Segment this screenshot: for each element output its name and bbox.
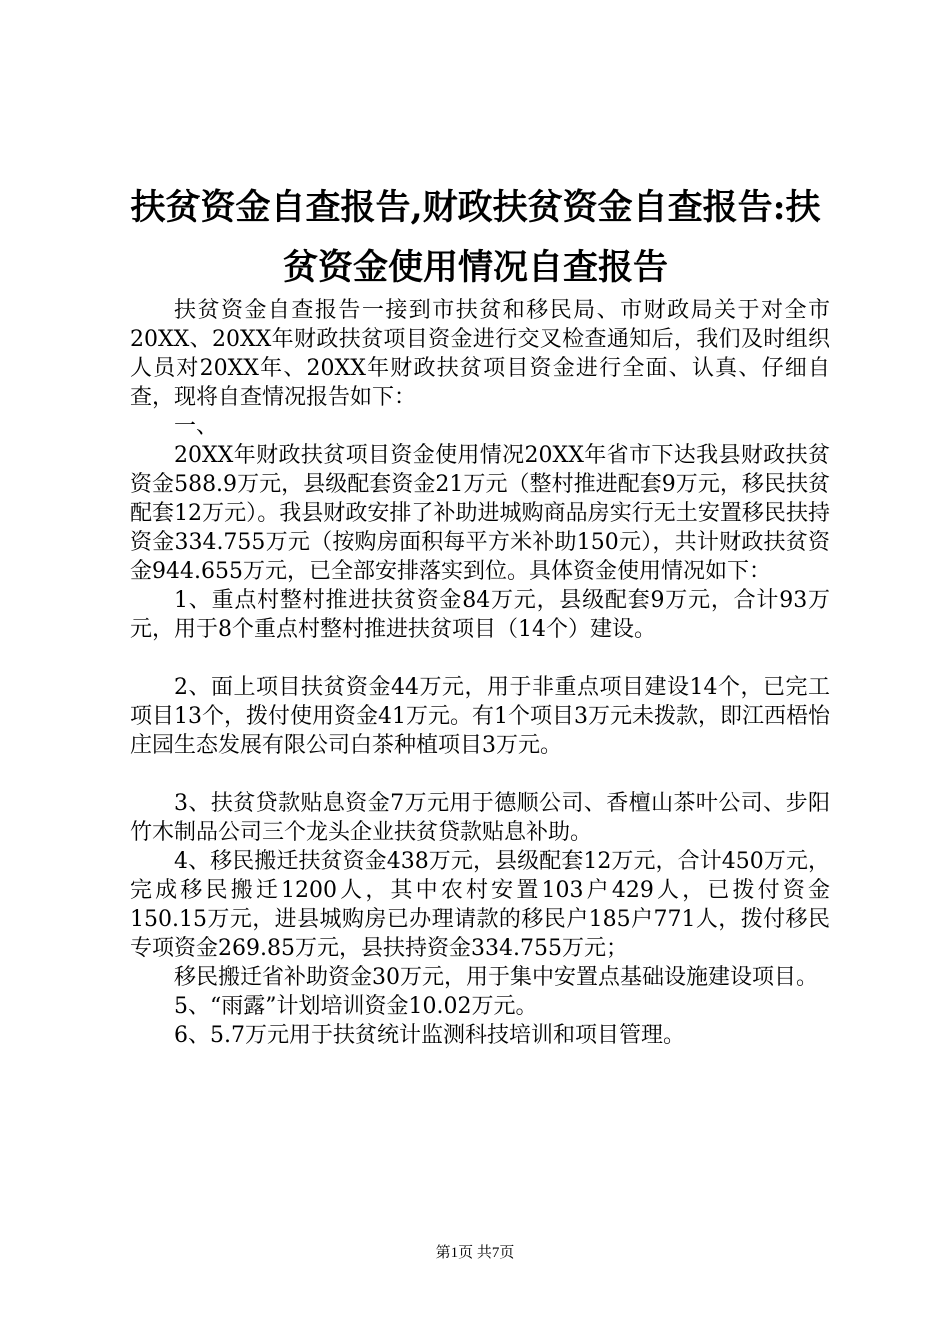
paragraph-item-3: 3、扶贫贷款贴息资金7万元用于德顺公司、香檀山茶叶公司、步阳竹木制品公司三个龙头企业扶贫贷款贴息补助。 (130, 791, 830, 845)
document-body (130, 296, 830, 1050)
paragraph-item-4-supplement: 移民搬迁省补助资金30万元，用于集中安置点基础设施建设项目。 (174, 965, 818, 990)
paragraph-item-2: 2、面上项目扶贫资金44万元，用于非重点项目建设14个，已完工项目13个，拨付使用资金41万元。有1个项目3万元未拨款，即江西梧怡庄园生态发展有限公司白茶种植项目3万元。 (130, 675, 830, 758)
paragraph-section-one: 一、 (174, 414, 219, 439)
paragraph-intro: 扶贫资金自查报告一接到市扶贫和移民局、市财政局关于对全市20XX、20XX年财政扶贫项目资金进行交叉检查通知后，我们及时组织人员对20XX年、20XX年财政扶贫项目资金进行全面、认真、仔细自查，现将自查情况报告如下： (130, 298, 830, 410)
paragraph-item-6: 6、5.7万元用于扶贫统计监测科技培训和项目管理。 (174, 1023, 685, 1048)
paragraph-item-5: 5、“雨露”计划培训资金10.02万元。 (174, 994, 538, 1019)
paragraph-funding-overview: 20XX年财政扶贫项目资金使用情况20XX年省市下达我县财政扶贫资金588.9万元，县级配套资金21万元（整村推进配套9万元，移民扶贫配套12万元）。我县财政安排了补助进城购商品房实行无土安置移民扶持资金334.755万元（按购房面积每平方米补助150元），共计财政扶贫资金944.655万元，已全部安排落实到位。具体资金使用情况如下： (130, 443, 831, 584)
paragraph-item-1: 1、重点村整村推进扶贫资金84万元，县级配套9万元，合计93万元，用于8个重点村整村推进扶贫项目（14个）建设。 (130, 588, 830, 642)
document-title: 扶贫资金自查报告,财政扶贫资金自查报告:扶贫资金使用情况自查报告 (130, 187, 821, 288)
page-number-footer: 第1页 共7页 (435, 1245, 515, 1261)
paragraph-item-4: 4、移民搬迁扶贫资金438万元，县级配套12万元，合计450万元，完成移民搬迁1200人，其中农村安置103户429人，已拨付资金150.15万元，进县城购房已办理请款的移民户185户771人，拨付移民专项资金269.85万元，县扶持资金334.755万元； (130, 849, 830, 961)
